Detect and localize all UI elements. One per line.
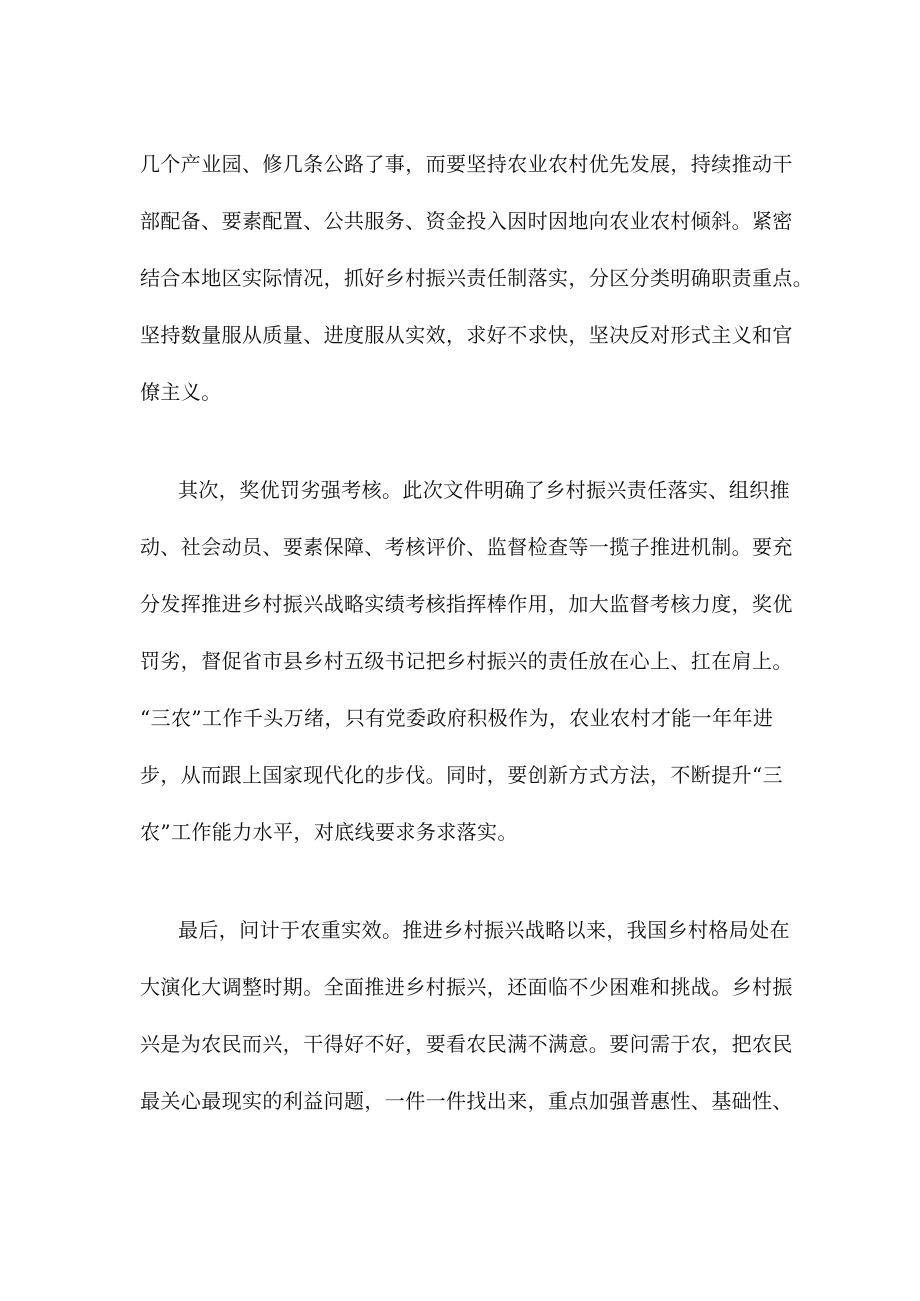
paragraph-1-line-2: 部配备、要素配置、公共服务、资金投入因时因地向农业农村倾斜。紧密 (140, 209, 793, 233)
paragraph-1-line-4: 坚持数量服从质量、进度服从实效，求好不求快，坚决反对形式主义和官 (140, 323, 793, 347)
paragraph-1-line-1: 几个产业园、修几条公路了事，而要坚持农业农村优先发展，持续推动干 (140, 152, 793, 176)
paragraph-2-line-6: 步，从而跟上国家现代化的步伐。同时，要创新方式方法，不断提升“三 (140, 763, 784, 787)
paragraph-1-line-5: 僚主义。 (140, 380, 222, 404)
paragraph-3-line-3: 兴是为农民而兴，干得好不好，要看农民满不满意。要问需于农，把农民 (140, 1032, 793, 1056)
paragraph-2-line-1: 其次，奖优罚劣强考核。此次文件明确了乡村振兴责任落实、组织推 (178, 478, 790, 502)
paragraph-2-line-5: “三农”工作千头万绪，只有党委政府积极作为，农业农村才能一年年进 (140, 706, 774, 730)
paragraph-3-line-2: 大演化大调整时期。全面推进乡村振兴，还面临不少困难和挑战。乡村振 (140, 975, 793, 999)
paragraph-2-line-7: 农”工作能力水平，对底线要求务求落实。 (140, 820, 518, 844)
paragraph-3-line-1: 最后，问计于农重实效。推进乡村振兴战略以来，我国乡村格局处在 (178, 918, 790, 942)
paragraph-2-line-2: 动、社会动员、要素保障、考核评价、监督检查等一揽子推进机制。要充 (140, 535, 793, 559)
paragraph-2-line-4: 罚劣，督促省市县乡村五级书记把乡村振兴的责任放在心上、扛在肩上。 (140, 649, 793, 673)
paragraph-1-line-3: 结合本地区实际情况，抓好乡村振兴责任制落实，分区分类明确职责重点。 (140, 266, 814, 290)
paragraph-2-line-3: 分发挥推进乡村振兴战略实绩考核指挥棒作用，加大监督考核力度，奖优 (140, 592, 793, 616)
paragraph-3-line-4: 最关心最现实的利益问题，一件一件找出来，重点加强普惠性、基础性、 (140, 1089, 793, 1113)
